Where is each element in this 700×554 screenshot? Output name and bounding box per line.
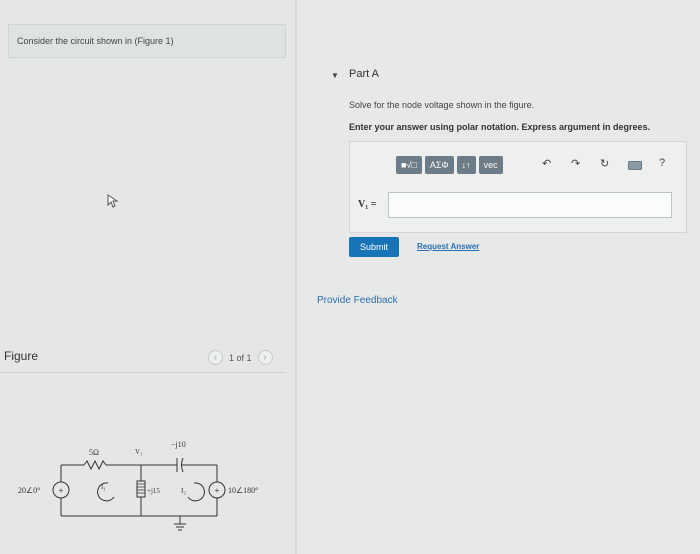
left-source-polarity: + xyxy=(58,486,64,495)
pager-text: 1 of 1 xyxy=(229,352,252,363)
request-answer-link[interactable]: Request Answer xyxy=(417,242,480,251)
current-2-label: I₂ xyxy=(181,487,186,495)
circuit-diagram xyxy=(14,435,284,535)
left-source-label: 20∠0° xyxy=(18,486,41,495)
redo-icon[interactable]: ↷ xyxy=(571,158,581,170)
next-figure-button[interactable]: › xyxy=(258,350,273,365)
intro-box xyxy=(8,24,286,58)
vector-button[interactable]: vec xyxy=(479,156,503,174)
greek-symbols-button[interactable]: ΑΣΦ xyxy=(425,156,454,174)
inductor-label: +j15 xyxy=(147,487,160,495)
figure-divider xyxy=(0,372,285,373)
submit-button[interactable]: Submit xyxy=(349,237,399,257)
provide-feedback-link[interactable]: Provide Feedback xyxy=(317,295,398,306)
current-1-label: I₁ xyxy=(101,483,106,491)
instruction-text: Enter your answer using polar notation. Express argument in degrees. xyxy=(349,122,651,132)
part-title[interactable]: Part A xyxy=(349,68,379,80)
answer-input[interactable] xyxy=(388,192,672,218)
math-toolbar xyxy=(396,156,503,174)
question-text: Solve for the node voltage shown in the figure. xyxy=(349,100,535,110)
right-pane xyxy=(297,0,700,554)
intro-text: Consider the circuit shown in (Figure 1) xyxy=(17,36,174,46)
prev-figure-button[interactable]: ‹ xyxy=(208,350,223,365)
inductor-coil xyxy=(137,481,145,497)
figure-pager xyxy=(208,350,273,365)
capacitor-label: −j10 xyxy=(171,440,186,449)
undo-icon[interactable]: ↶ xyxy=(542,158,552,170)
reset-icon[interactable]: ↻ xyxy=(600,158,610,170)
mesh-current-2-arrow xyxy=(188,483,204,501)
answer-label: V₁ = xyxy=(358,199,377,210)
collapse-triangle-icon[interactable]: ▼ xyxy=(331,71,339,80)
templates-button[interactable]: ■√□ xyxy=(396,156,422,174)
figure-label: Figure xyxy=(4,349,39,363)
resistor-label: 5Ω xyxy=(89,448,99,457)
help-button[interactable]: ? xyxy=(659,157,666,169)
answer-editor xyxy=(349,141,687,233)
node-label: V₁ xyxy=(135,448,143,456)
mouse-cursor-icon xyxy=(107,194,119,208)
sort-button[interactable]: ↓↑ xyxy=(457,156,476,174)
right-source-polarity: + xyxy=(214,486,220,495)
left-pane xyxy=(0,0,295,554)
keyboard-icon[interactable] xyxy=(628,161,642,170)
resistor-symbol xyxy=(84,461,106,469)
right-source-label: 10∠180° xyxy=(228,486,259,495)
